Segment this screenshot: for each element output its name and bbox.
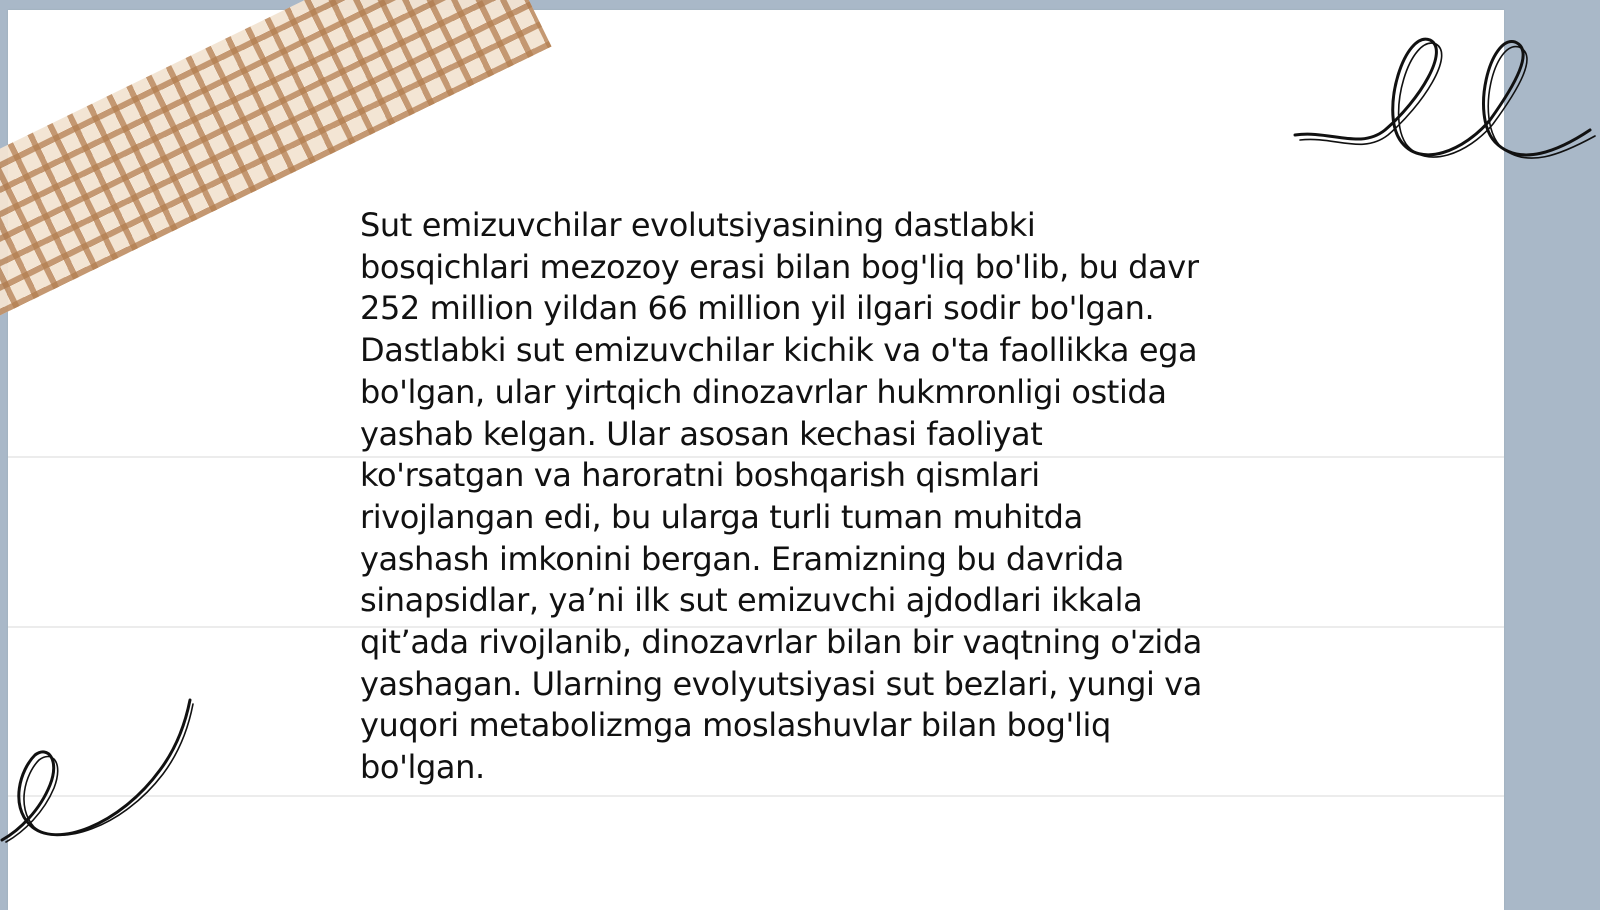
paragraph-line: Sut emizuvchilar evolutsiyasining dastlabki [360,206,1036,244]
body-paragraph [360,205,1250,789]
loop-squiggle-icon [1290,30,1600,170]
paragraph-line: yuqori metabolizmga moslashuvlar bilan bog'liq [360,706,1111,745]
paper-rule-line [8,795,1504,797]
paragraph-line: bo'lgan. [360,748,485,787]
paragraph-line: bosqichlari mezozoy erasi bilan bog'liq bo'lib, bu davr [360,247,1199,286]
paragraph-line: sinapsidlar, ya’ni ilk sut emizuvchi ajdodlari ikkala [360,581,1143,620]
paragraph-line: yashagan. Ularning evolyutsiyasi sut bezlari, yungi va [360,664,1202,703]
paragraph-line: yashash imkonini bergan. Eramizning bu davrida [360,539,1124,578]
paragraph-line: bo'lgan, ular yirtqich dinozavrlar hukmronligi ostida [360,372,1167,411]
paragraph-line: rivojlangan edi, bu ularga turli tuman muhitda [360,497,1083,536]
paragraph-line: ko'rsatgan va haroratni boshqarish qismlari [360,456,1040,495]
loop-swoosh-icon [0,690,200,850]
paragraph-line: 252 million yildan 66 million yil ilgari sodir bo'lgan. [360,289,1155,328]
paragraph-line: yashab kelgan. Ular asosan kechasi faoliyat [360,414,1043,453]
paragraph-line: Dastlabki sut emizuvchilar kichik va o'ta faollikka ega [360,331,1198,370]
paragraph-line: qit’ada rivojlanib, dinozavrlar bilan bir vaqtning o'zida [360,623,1203,662]
